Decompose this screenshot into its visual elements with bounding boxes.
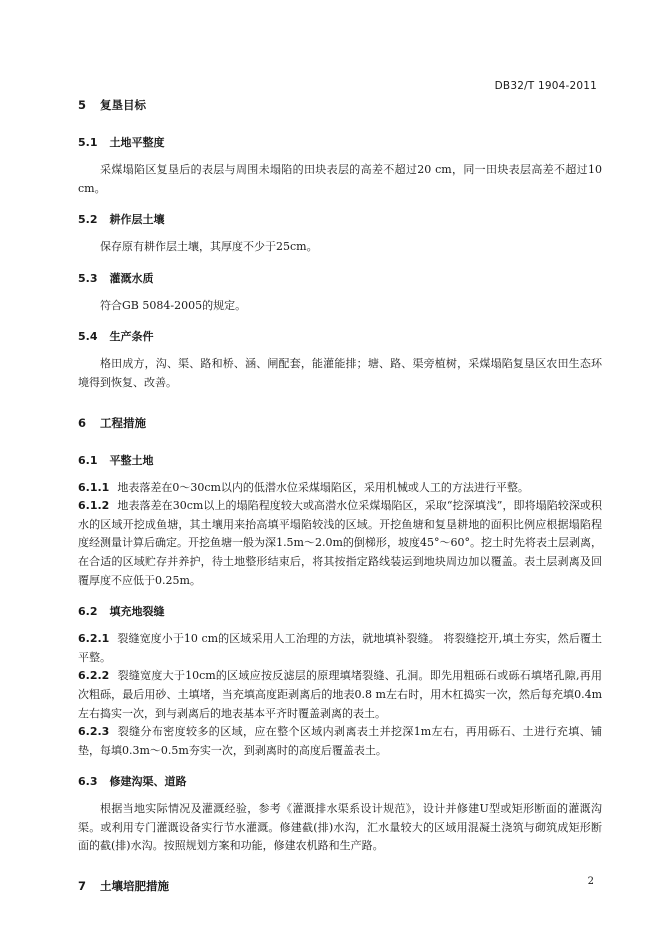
clause-text: 裂缝宽度大于10cm的区域应按反滤层的原理填堵裂缝、孔洞。即先用粗砾石或砾石填堵孔隙,再用次粗砾，最后用砂、土填堵，当充填高度距剥离后的地表0.8 m左右时，用木杠捣实一次，然后每充填0.4m左右捣实一次，到与剥离后的地表基本平齐时覆盖剥离的表土。 (78, 669, 602, 720)
clause-text: 裂缝分布密度较多的区域，应在整个区域内剥离表土并挖深1m左右，再用砾石、土进行充填、铺垫，每填0.3m～0.5m夯实一次，到剥离时的高度后覆盖表土。 (78, 725, 602, 757)
subsection-number: 5.3 (78, 271, 98, 285)
subsection-title: 修建沟渠、道路 (109, 775, 187, 789)
clause (78, 479, 602, 498)
subsection-number: 5.1 (78, 136, 98, 149)
subsection-heading (78, 329, 602, 345)
clause-number: 6.2.1 (78, 632, 110, 646)
clause-text: 地表落差在0～30cm以内的低潜水位采煤塌陷区，采用机械或人工的方法进行平整。 (117, 480, 529, 494)
clause-number: 6.2.3 (78, 725, 110, 739)
section-number: 7 (78, 879, 87, 894)
paragraph: 符合GB 5084-2005的规定。 (100, 298, 247, 312)
subsection-title: 生产条件 (109, 330, 154, 344)
clause-number: 6.1.1 (78, 480, 110, 494)
subsection-number: 6.3 (78, 775, 98, 789)
section-title: 土壤培肥措施 (100, 879, 170, 894)
subsection-number: 5.4 (78, 330, 98, 344)
subsection-title: 耕作层土壤 (109, 213, 165, 227)
subsection-number: 6.1 (78, 453, 98, 467)
paragraph: 格田成方，沟、渠、路和桥、涵、闸配套，能灌能排；塘、路、渠旁植树，采煤塌陷复垦区农田生态环境得到恢复、改善。 (78, 357, 602, 389)
subsection-title: 灌溉水质 (109, 271, 154, 285)
subsection-heading (78, 453, 602, 469)
subsection-title: 平整土地 (109, 453, 154, 467)
clause (78, 723, 602, 760)
document-code: DB32/T 1904-2011 (494, 80, 597, 92)
subsection-number: 5.2 (78, 213, 98, 227)
subsection-heading (78, 774, 602, 790)
page-number: 2 (587, 876, 594, 887)
section-title: 工程措施 (100, 415, 147, 430)
subsection-title: 土地平整度 (109, 136, 165, 149)
section-heading (78, 878, 602, 894)
section-heading (78, 415, 602, 431)
subsection-title: 填充地裂缝 (109, 605, 165, 619)
clause-text: 裂缝宽度小于10 cm的区域采用人工治理的方法，就地填补裂缝。 将裂缝挖开,填土夯实，然后覆土平整。 (78, 632, 602, 664)
clause (78, 497, 602, 590)
clause-text: 地表落差在30cm以上的塌陷程度较大或高潜水位采煤塌陷区，采取“挖深填浅”，即将塌陷较深或积水的区域开挖成鱼塘，其土壤用来抬高填平塌陷较浅的区域。开挖鱼塘和复垦耕地的面积比例应根据塌陷程度经测量计算后确定。开挖鱼塘一般为深1.5m～2.0m的倒梯形，坡度45°～60°。挖土时先将表土层剥离，在合适的区域贮存并养护，待土地整形结束后，将其按指定路线装运到地块周边加以覆盖。表土层剥离及回覆厚度不应低于0.25m。 (78, 499, 602, 587)
document-body (78, 97, 602, 894)
subsection-heading (78, 212, 602, 228)
paragraph: 采煤塌陷区复垦后的表层与周围未塌陷的田块表层的高差不超过20 cm，同一田块表层高差不超过10 cm。 (78, 163, 602, 195)
clause (78, 630, 602, 667)
section-number: 6 (78, 415, 87, 430)
section-number: 5 (78, 98, 87, 112)
clause-number: 6.1.2 (78, 499, 110, 513)
subsection-heading (78, 135, 602, 151)
paragraph: 根据当地实际情况及灌溉经验，参考《灌溉排水渠系设计规范》，设计并修建U型或矩形断面的灌溉沟渠。或利用专门灌溉设备实行节水灌溉。修建截(排)水沟，汇水量较大的区域用混凝土浇筑与砌筑成矩形断面的截(排)水沟。按照规划方案和功能，修建农机路和生产路。 (78, 802, 602, 853)
subsection-number: 6.2 (78, 605, 98, 619)
subsection-heading (78, 604, 602, 620)
subsection-heading (78, 271, 602, 287)
clause (78, 667, 602, 723)
paragraph: 保存原有耕作层土壤，其厚度不少于25cm。 (100, 240, 318, 254)
clause-number: 6.2.2 (78, 669, 110, 683)
section-heading (78, 97, 602, 113)
section-title: 复垦目标 (100, 98, 147, 112)
